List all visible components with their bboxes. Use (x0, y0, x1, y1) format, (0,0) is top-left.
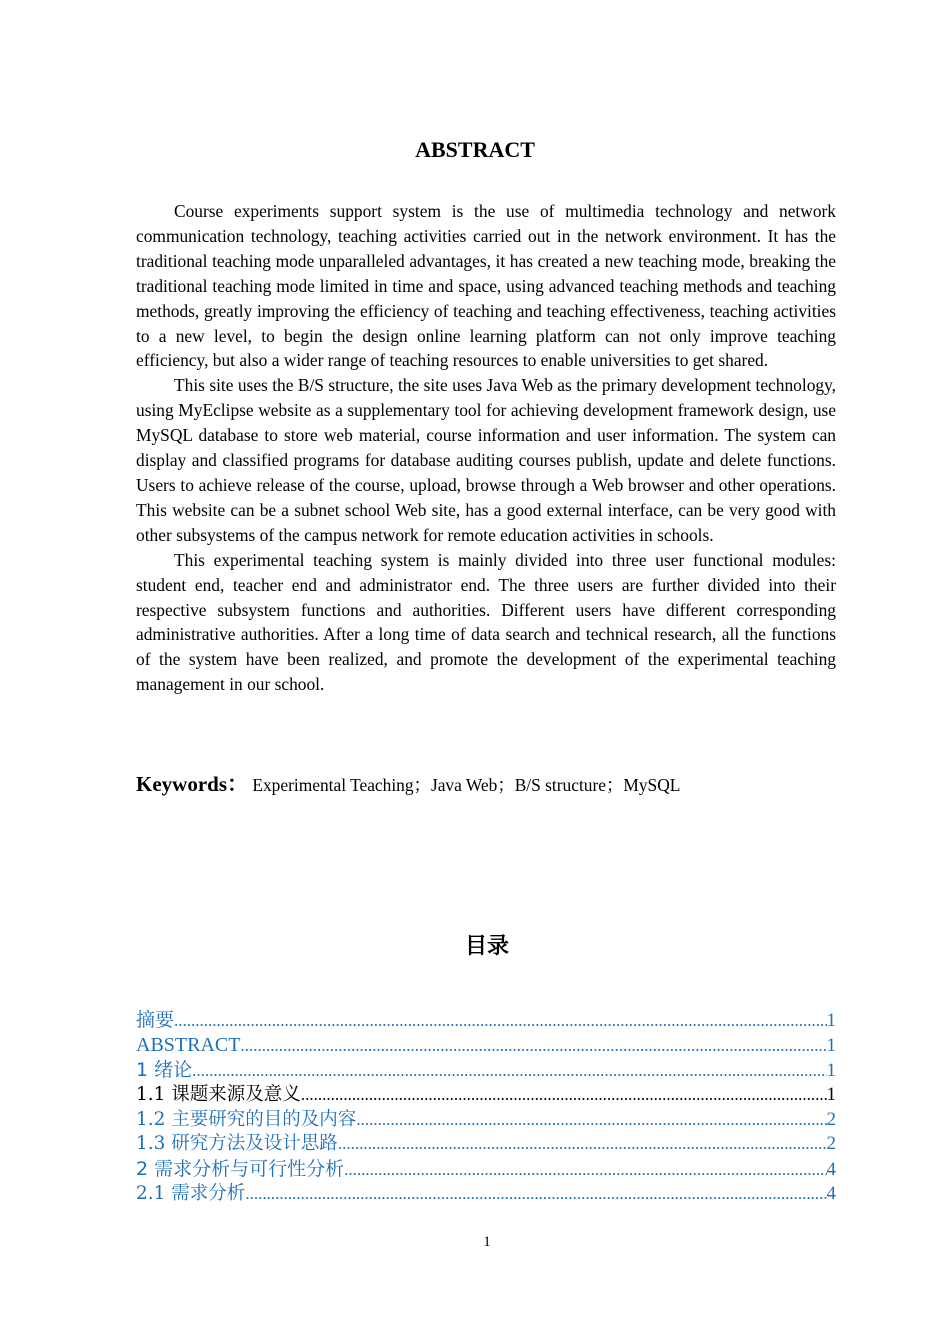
page-number: 1 (483, 1234, 491, 1250)
toc-item-page: 2 (826, 1108, 836, 1130)
toc-item-label: 1.2 主要研究的目的及内容 (136, 1108, 357, 1130)
abstract-title: ABSTRACT (415, 137, 535, 162)
toc-item-page: 1 (826, 1034, 836, 1056)
toc-title: 目录 (464, 934, 509, 959)
abstract-paragraph-3: This experimental teaching system is mainly divided into three user functional modules: student end, teacher end and administrator end. The three users are further divided into their respective subsystem functions and authorities. Different users have different corresponding administrative authorities. After a long time of data search and technical research, all the functions of the system have been realized, and promote the development of the experimental teaching management in our school. (136, 549, 836, 695)
keywords-text: Experimental Teaching；Java Web；B/S structure；MySQL (252, 775, 681, 795)
abstract-paragraph-2: This site uses the B/S structure, the site uses Java Web as the primary development technology, using MyEclipse website as a supplementary tool for achieving development framework design, use MySQL database to store web material, course information and user information. The system can display and classified programs for database auditing courses publish, update and delete functions. Users to achieve release of the course, upload, browse through a Web browser and other operations. This website can be a subnet school Web site, has a good external interface, can be very good with other subsystems of the campus network for remote education activities in schools. (136, 375, 836, 545)
toc-item-page: 4 (826, 1159, 836, 1181)
toc-item-label: 1.3 研究方法及设计思路 (136, 1133, 338, 1155)
toc-item-page: 1 (826, 1083, 836, 1105)
abstract-paragraph-1: Course experiments support system is the use of multimedia technology and network communication technology, teaching activities carried out in the network environment. It has the traditional teaching mode unparalleled advantages, it has created a new teaching mode, breaking the traditional teaching mode limited in time and space, using advanced teaching methods and teaching methods, greatly improving the efficiency of teaching and teaching effectiveness, teaching activities to a new level, to begin the design online learning platform can not only improve teaching efficiency, but also a wider range of teaching resources to enable universities to get shared. (136, 201, 836, 371)
toc-item-section-1-2[interactable] (136, 1108, 836, 1133)
toc-leader-dots (356, 1108, 826, 1133)
abstract-body (136, 199, 836, 697)
toc-item-page: 4 (826, 1183, 836, 1205)
toc-item-section-1-3[interactable] (136, 1132, 836, 1157)
toc-item-section-1-1[interactable] (136, 1083, 836, 1108)
toc-item-abstract-cn[interactable] (136, 1008, 836, 1033)
toc-item-abstract-en[interactable] (136, 1033, 836, 1058)
toc-leader-dots (192, 1059, 826, 1083)
toc-item-label: ABSTRACT (136, 1033, 241, 1056)
toc-item-page: 2 (826, 1133, 836, 1155)
toc-item-label: 1.1 课题来源及意义 (136, 1083, 301, 1105)
toc-item-chapter-2[interactable] (136, 1157, 836, 1182)
keywords-line (136, 771, 856, 798)
toc-leader-dots (344, 1158, 826, 1182)
toc-leader-dots (301, 1083, 827, 1108)
toc-item-label: 2 需求分析与可行性分析 (136, 1158, 345, 1181)
toc-item-chapter-1[interactable] (136, 1058, 836, 1083)
toc-leader-dots (240, 1034, 826, 1058)
toc-leader-dots (174, 1009, 826, 1033)
toc-leader-dots (338, 1132, 827, 1157)
toc-item-label: 1 绪论 (136, 1058, 193, 1081)
keywords-label: Keywords： (136, 772, 248, 796)
toc-item-label: 2.1 需求分析 (136, 1183, 246, 1205)
toc-item-section-2-1[interactable] (136, 1182, 836, 1207)
toc-leader-dots (245, 1182, 826, 1207)
table-of-contents (136, 1008, 836, 1207)
toc-item-label: 摘要 (136, 1009, 175, 1031)
toc-item-page: 1 (826, 1010, 836, 1031)
toc-item-page: 1 (826, 1059, 836, 1081)
